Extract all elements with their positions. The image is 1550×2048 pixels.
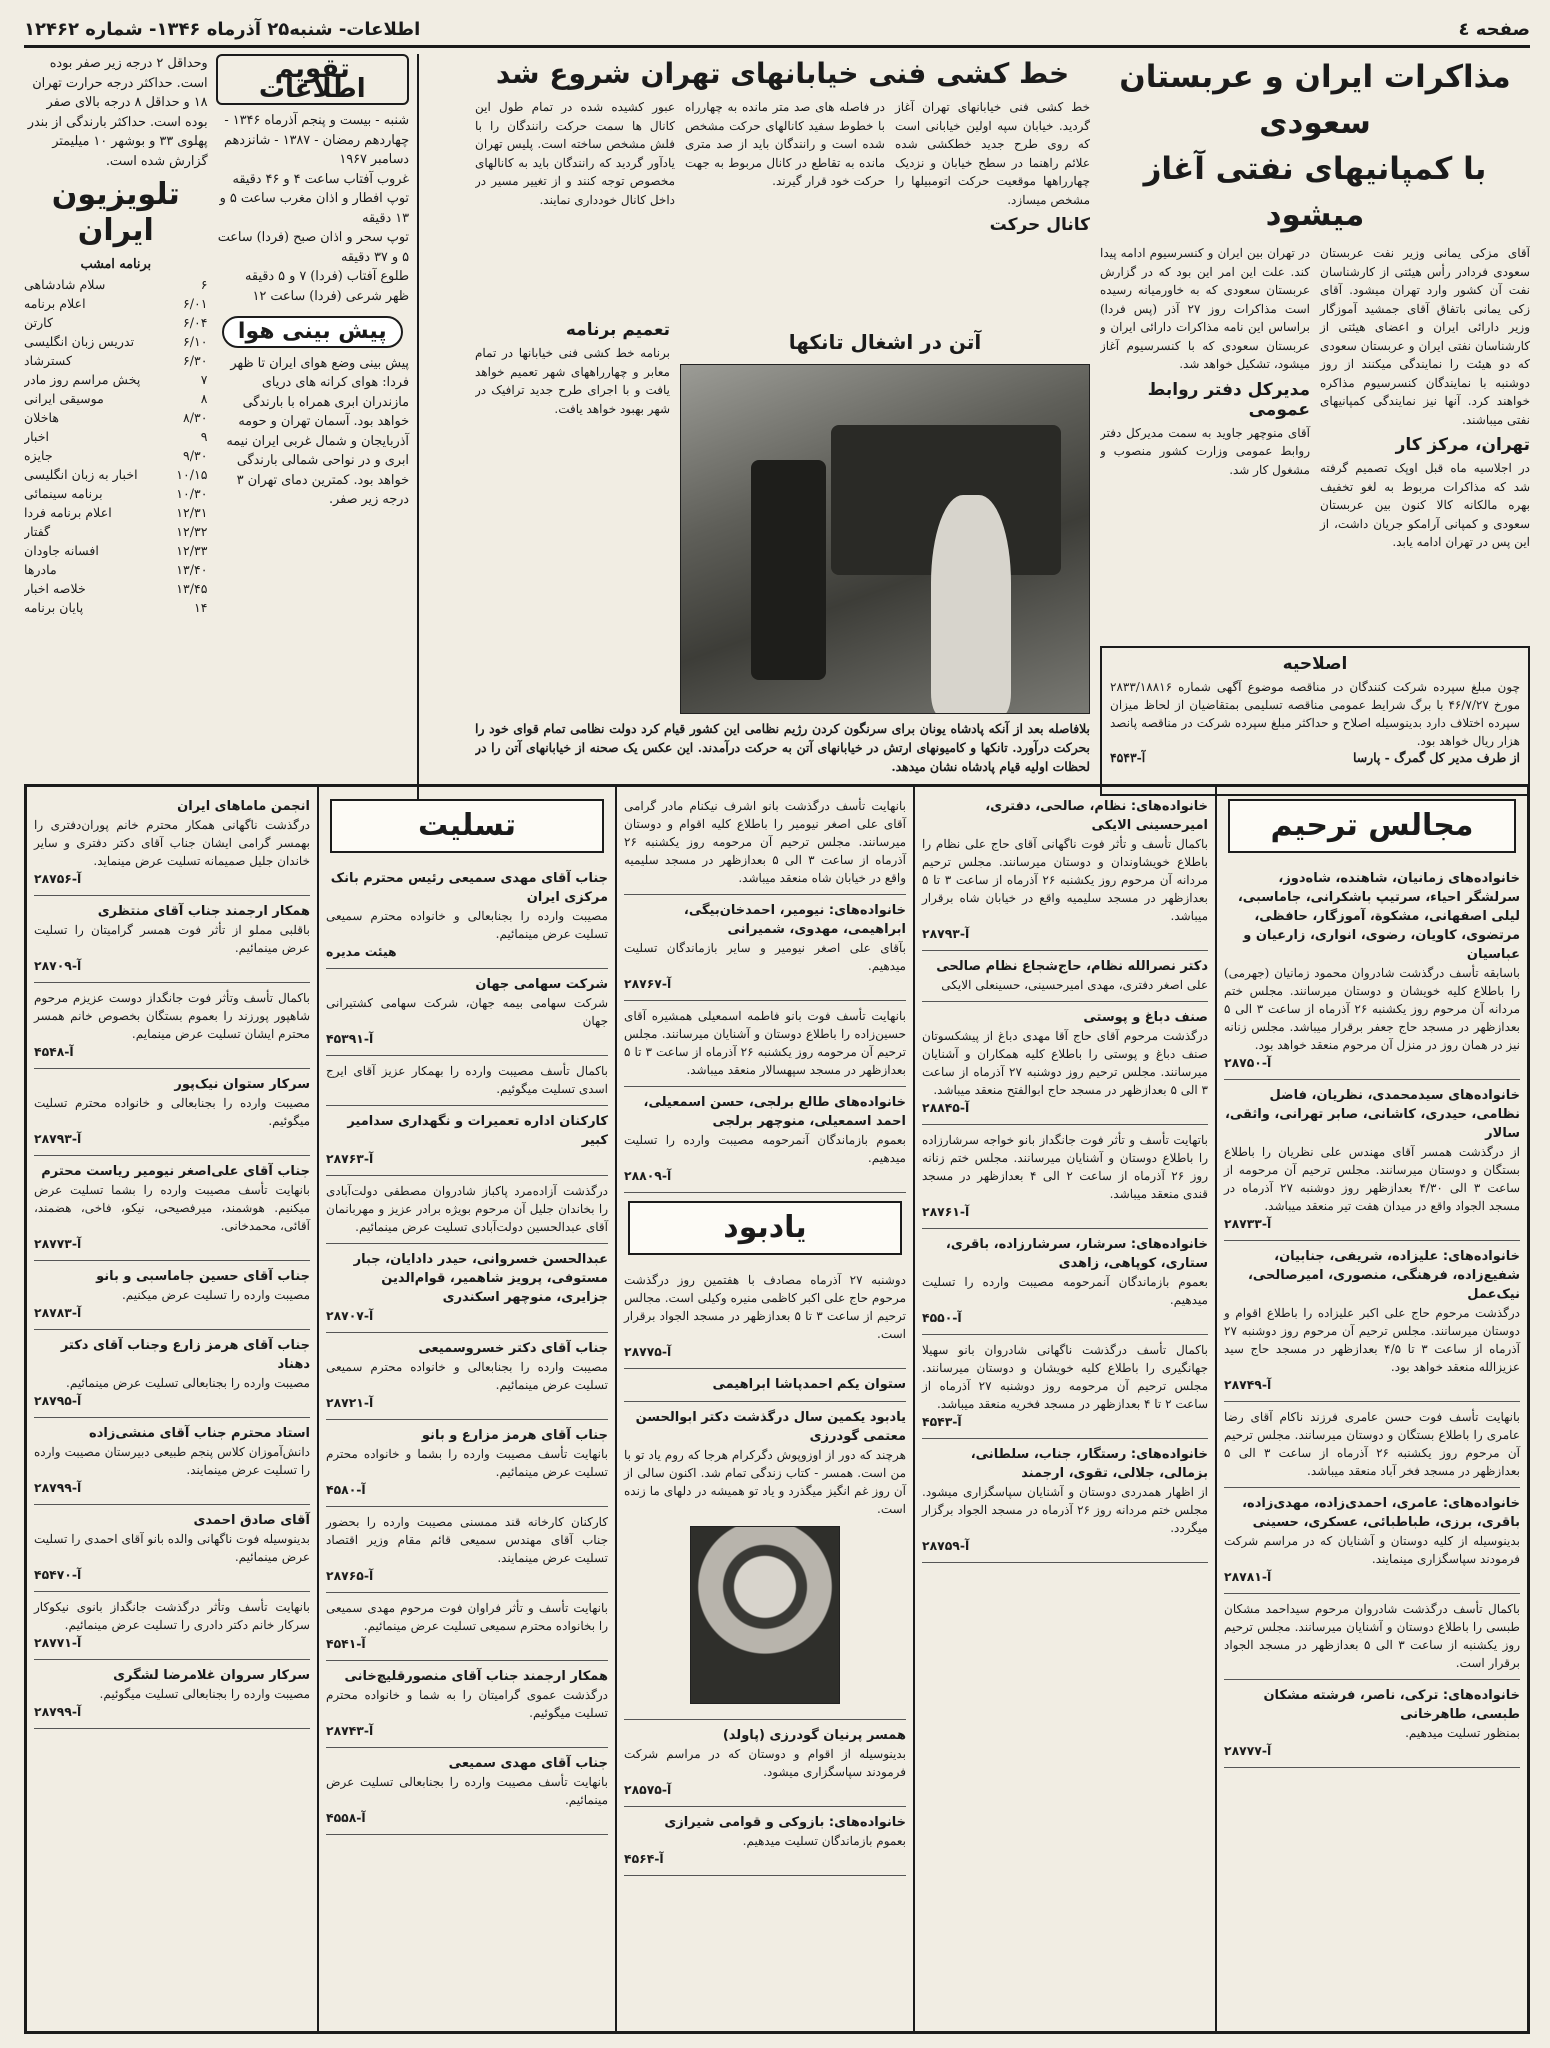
calendar-time-3: توپ سحر و اذان صبح (فردا) ساعت ۵ و ۳۷ دقیقه <box>217 230 409 265</box>
notice-item <box>624 1087 906 1193</box>
notice-title: استاد محترم جناب آقای منشی‌زاده <box>89 1426 310 1441</box>
notice-code: آ-۲۸۷۹۹ <box>34 1480 82 1495</box>
notice-item <box>34 896 310 983</box>
notice-body: دانش‌آموزان کلاس پنجم طبیعی دبیرستان مصیبت وارده را تسلیت عرض مینمایند. <box>34 1445 310 1477</box>
calendar-weather-report: وحداقل ۲ درجه زیر صفر بوده است. حداکثر درجه حرارت تهران ۱۸ و حداقل ۸ درجه بالای صفر بوده است. حداکثر بارندگی از بندر پهلوی ۳۳ و بوشهر ۱۰ میلیمتر گزارش شده است. <box>27 56 208 169</box>
tv-program-row <box>24 313 208 332</box>
notice-title: خانواده‌های: رستگار، جناب، سلطانی، بزمالی، جلالی، تقوی، ارجمند <box>970 1447 1208 1481</box>
notice-body: درگذشت ناگهانی همکار محترم خانم پوران‌دفتری را بهمسر گرامی ایشان جناب آقای دکتر دفتری و سایر خاندان جلیل صمیمانه تسلیت عرض مینماید. <box>34 818 310 868</box>
notice-item <box>624 1402 906 1720</box>
notice-body: بانهایت تأسف مصیبت وارده را بجنابعالی تسلیت عرض مینمائیم. <box>326 1775 608 1807</box>
program-title: برنامه سینمائی <box>24 485 103 501</box>
notice-code: آ-۲۸۷۴۳ <box>326 1723 374 1738</box>
tv-program-row <box>24 560 208 579</box>
notice-code: آ-۲۸۷۹۳ <box>922 926 970 941</box>
page-number: صفحه ٤ <box>1458 19 1530 40</box>
notice-title: خانواده‌های: سرشار، سرشارزاده، باقری، ستاری، کوپاهی، زاهدی <box>945 1237 1208 1271</box>
notice-item <box>34 1069 310 1156</box>
notice-item <box>624 895 906 1001</box>
tv-program-row <box>24 408 208 427</box>
notice-item <box>326 1244 608 1333</box>
correction-box <box>1100 646 1530 796</box>
notice-item <box>1224 1680 1520 1768</box>
tv-program-row <box>24 427 208 446</box>
sympathy-banner: تسلیت <box>330 799 604 853</box>
notice-code: آ-۲۸۷۵۶ <box>34 871 82 886</box>
program-time: ۱۳/۴۰ <box>176 561 208 577</box>
notice-title: جناب آقای علی‌اصغر نیومیر ریاست محترم <box>41 1164 310 1179</box>
notice-code: آ-۲۸۷۸۱ <box>1224 1569 1272 1584</box>
notice-body: شرکت سهامی بیمه جهان، شرکت سهامی کشتیرانی جهان <box>326 996 608 1028</box>
calendar-column <box>24 54 419 799</box>
notice-title: دکتر نصرالله نظام، حاج‌شجاع نظام صالحی <box>936 959 1208 974</box>
notice-item <box>1224 1080 1520 1241</box>
program-title: خلاصه اخبار <box>24 580 86 596</box>
notice-body: باتهایت تأسف و تأثر فوت جانگداز بانو خواجه سرشارزاده را باطلاع دوستان و آشنایان میرسانند. مجلس ختم زنانه روز ۲۶ آذرماه از ساعت ۲ الی ۴ بعدازظهر در مسجد قندی منعقد میباشد. <box>922 1133 1209 1201</box>
notice-code: آ-۲۸۷۶۱ <box>922 1204 970 1219</box>
notice-item <box>922 1439 1208 1563</box>
boy-figure <box>751 460 826 680</box>
tv-program-row <box>24 275 208 294</box>
notice-item <box>34 1261 310 1330</box>
calendar-logo: تقویم اطلاعات <box>216 54 409 105</box>
notice-code: آ-۲۸۷۳۳ <box>1224 1216 1272 1231</box>
notice-title: خانواده‌های طالع برلجی، حسن اسمعیلی، احمد اسمعیلی، منوچهر برلجی <box>643 1095 906 1129</box>
tv-program-row <box>24 522 208 541</box>
notice-code: آ-۴۵۴۳ <box>922 1414 962 1429</box>
notice-body: بمنظور تسلیت میدهیم. <box>1405 1726 1520 1740</box>
tv-program-title: برنامه امشب <box>80 257 152 272</box>
notice-body: بآقای علی اصغر نیومیر و سایر بازماندگان تسلیت میدهیم. <box>624 941 906 973</box>
notice-title: سرکار ستوان نیک‌پور <box>174 1077 310 1092</box>
condolence-banner: مجالس ترحیم <box>1228 799 1516 853</box>
program-title: سلام شادشاهی <box>24 276 106 292</box>
remembrance-block <box>624 1201 906 1255</box>
notice-title: خانواده‌های سیدمحمدی، نظریان، فاضل نظامی، حیدری، کاشانی، صابر تهرانی، واثقی، سالار <box>1224 1088 1520 1141</box>
notice-body: مصیبت وارده را بجنابعالی و خانواده محترم سمیعی تسلیت عرض مینمائیم. <box>326 1360 608 1392</box>
notice-title: خانواده‌های: علیزاده، شریفی، جنابیان، شفیع‌زاده، فرهنگی، منصوری، امیرصالحی، نیک‌عمل <box>1247 1249 1520 1302</box>
notice-title: جناب آقای هرمز مزارع و بانو <box>421 1428 608 1443</box>
correction-body: چون مبلغ سپرده شرکت کنندگان در مناقصه موضوع آگهی شماره ۲۸۳۳/۱۸۸۱۶ مورخ ۴۶/۷/۲۷ با برگ شرایط عمومی مناقصه تسلیمی بمتقاضیان از لحاظ میزان سپرده اختلاف دارد بدینوسیله اصلاح و حداکثر مبلغ سپرده شرکت در مناقصه پانصد هزار ریال خواهد بود. <box>1110 680 1520 748</box>
column-divider <box>317 787 319 2031</box>
notice-item <box>34 983 310 1069</box>
program-time: ۹ <box>200 428 208 444</box>
calendar-time-5: ظهر شرعی (فردا) ساعت ۱۲ <box>252 288 409 304</box>
calendar-date: شنبه - بیست و پنجم آذرماه ۱۳۴۶ - چهاردهم رمضان - ۱۳۸۷ - شانزدهم دسامبر ۱۹۶۷ <box>224 113 409 167</box>
newspaper-page <box>24 14 1530 2034</box>
notices-column-3 <box>617 787 913 2031</box>
notice-body: مصیبت وارده را بجنابعالی و خانواده محترم تسلیت میگوئیم. <box>34 1096 310 1128</box>
tanks-heading: آتن در اشغال تانکها <box>788 330 982 354</box>
notice-code: آ-۲۸۷۵۰ <box>1224 1055 1272 1070</box>
calendar-time-2: توپ افطار و اذان مغرب ساعت ۵ و ۱۳ دقیقه <box>219 191 409 226</box>
notice-code: آ-۲۸۷۷۳ <box>34 1236 82 1251</box>
tv-program-row <box>24 351 208 370</box>
program-title: کارتن <box>24 314 54 330</box>
notice-body: از درگذشت همسر آقای مهندس علی نظریان را باطلاع بستگان و دوستان میرسانند. مجلس ترحیم آن مرحومه از ساعت ۳ الی ۴/۳۰ بعدازظهر روز دوشنبه ۲۷ آذرماه در مسجد الجواد واقع در میدان هفت تیر منعقد میباشد. <box>1224 1145 1520 1213</box>
program-title: پخش مراسم روز مادر <box>24 371 141 387</box>
program-title: پایان برنامه <box>24 599 84 615</box>
notice-item <box>1224 1488 1520 1594</box>
weather-body: پیش بینی وضع هوای ایران تا ظهر فردا: هوای کرانه های دریای مازندران ابری همراه با بارندگی خواهد بود. آسمان تهران و حومه آذربایجان و شمال غربی ایران نیمه ابری و در نواحی شمالی بارندگی خواهد بود. کمترین دمای تهران ۳ درجه زیر صفر. <box>226 355 409 507</box>
notice-code: آ-۲۸۷۷۱ <box>34 1635 82 1650</box>
lane-headline: خط کشی فنی خیابانهای تهران شروع شد <box>495 57 1070 90</box>
notice-body: درگذشت عموی گرامیتان را به شما و خانواده محترم تسلیت میگوئیم. <box>326 1688 608 1720</box>
program-title: هاخلان <box>24 409 60 425</box>
notices-column-4 <box>319 787 615 2031</box>
calendar-left <box>24 54 208 617</box>
notice-item <box>922 1335 1208 1439</box>
notice-code: آ-۲۸۷۹۳ <box>34 1131 82 1146</box>
notice-item <box>922 951 1208 1002</box>
saudi-column-b <box>1100 244 1310 552</box>
notice-code: آ-۲۸۷۲۱ <box>326 1395 374 1410</box>
notice-title: همسر پرنیان گودرزی (پاولد) <box>722 1728 906 1743</box>
notice-body: مصیبت وارده را بجنابعالی و خانواده محترم سمیعی تسلیت عرض مینمائیم. <box>326 909 608 941</box>
column-divider <box>1215 787 1217 2031</box>
notice-title: جناب آقای هرمز زارع وجناب آقای دکتر دهناد <box>60 1338 310 1372</box>
notice-code: آ-۲۸۷۶۳ <box>326 1151 374 1166</box>
program-title: مادرها <box>24 561 57 577</box>
saudi-article <box>1100 54 1530 644</box>
notice-body: بعموم بازماندگان تسلیت میدهیم. <box>742 1834 906 1848</box>
lane-body-b: در فاصله های صد متر مانده به چهارراه با خطوط سفید کانالهای حرکت مشخص شده است و رانندگان باید از صد متری مانده به تقاطع در کانال مربوط به جهت حرکت خود قرار گیرند. <box>685 100 885 188</box>
notice-body: بدینوسیله فوت ناگهانی والده بانو آقای احمدی را تسلیت عرض مینمائیم. <box>34 1532 310 1564</box>
notice-body: بدینوسیله از کلیه دوستان و آشنایان که در مراسم شرکت فرمودند سپاسگزاری مینمایند. <box>1224 1534 1520 1566</box>
program-time: ۱۲/۳۱ <box>176 504 208 520</box>
notice-item <box>624 1001 906 1087</box>
notice-code: آ-۲۸۷۹۵ <box>34 1393 82 1408</box>
notice-body: باسابقه تأسف درگذشت شادروان محمود زمانیان (جهرمی) را باطلاع کلیه خویشان و دوستان میرسانند. مجلس ختم مردانه آن مرحوم روز یکشنبه ۲۶ آذرماه از ساعت ۳ الی ۵ بعدازظهر در مسجد حاج جعفر برقرار میباشد. مجلس زنانه نیز در همان روز در منزل آن مرحوم منعقد خواهد بود. <box>1224 966 1521 1052</box>
column-divider <box>913 787 915 2031</box>
top-section <box>24 54 1530 799</box>
notices-column-1 <box>1217 787 1527 2031</box>
tv-program-row <box>24 484 208 503</box>
notices-section <box>24 784 1530 2034</box>
notice-code: آ-۲۸۷۰۷ <box>326 1308 374 1323</box>
program-title: اخبار <box>24 428 50 444</box>
notice-body: بانهایت تأسف و تأثر فراوان فوت مرحوم مهدی سمیعی را بخانواده محترم سمیعی تسلیت عرض مینمائیم. <box>326 1601 608 1633</box>
tv-program-row <box>24 541 208 560</box>
notice-item <box>34 1660 310 1729</box>
tv-program-list <box>24 275 208 617</box>
tv-program-row <box>24 294 208 313</box>
notice-item <box>922 1125 1208 1229</box>
notice-body: باکمال تأسف وتأثر فوت جانگداز دوست عزیزم مرحوم شاهپور پورزند را بعموم بستگان بخصوص خانم همسر محترم ایشان تسلیت عرض مینمایم. <box>34 991 310 1041</box>
notice-item <box>34 1505 310 1592</box>
program-time: ۱۲/۳۲ <box>176 523 208 539</box>
notice-body: درگذشت مرحوم حاج علی اکبر علیزاده را باطلاع اقوام و دوستان میرسانند. مجلس ترحیم آن مرحوم روز دوشنبه ۲۷ آذرماه از ساعت ۳ تا ۴/۵ بعدازظهر در مسجد حاج سید عزیزالله منعقد خواهد بود. <box>1224 1306 1520 1374</box>
program-time: ۷ <box>200 371 208 387</box>
column-divider <box>615 787 617 2031</box>
notice-body: بدینوسیله از اقوام و دوستان که در مراسم شرکت فرمودند سپاسگزاری میشود. <box>624 1747 906 1779</box>
tv-logo: تلویزیون ایران <box>51 177 180 248</box>
notice-item <box>34 1592 310 1660</box>
notice-item <box>922 1229 1208 1335</box>
saudi-body-a: آقای مزکی یمانی وزیر نفت عربستان سعودی فردادر رأس هیئتی از کارشناسان نفت آن کشور وارد تهران میشود. آقای زکی یمانی باتفاق آقای جمشید آموزگار وزیر دارائی ایران و اعضای هیئتی از کارشناسان نفتی ایران و عربستان سعودی که دو هیئت را نمایندگی میکنند از روز دوشنبه با نمایندگان کنسرسیوم مذاکره خواهند کرد. آنها نیز نمایندگی کمپانیهای نفتی میباشند. <box>1320 246 1530 427</box>
notice-body: باقلبی مملو از تأثر فوت همسر گرامیتان را تسلیت عرض مینمائیم. <box>34 923 310 955</box>
program-time: ۱۴ <box>194 599 208 615</box>
tanks-caption: بلافاصله بعد از آنکه پادشاه یونان برای سرنگون کردن رژیم نظامی این کشور قیام کرد دولت نظامی تمام قوای خود را بحرکت درآورد. تانکها و کامیونهای ارتش در خیابانهای آتن به حرکت درآمدند. این عکس یک صحنه از خیابانهای آتن را در لحظات اولیه قیام پادشاه نشان میدهد. <box>475 721 1090 774</box>
notice-item <box>922 791 1208 951</box>
notice-body: هرچند که دور از اوزوپوش دگرکرام هرجا که روم یاد تو با من است. همسر - کتاب زندگی تمام شد. اکنون سالی از آن روز غم انگیز میگذرد و یاد تو همیشه در دلهای ما زنده است. <box>624 1448 906 1516</box>
program-time: ۹/۳۰ <box>183 447 208 463</box>
notice-code: آ-۲۸۷۶۷ <box>624 976 672 991</box>
program-title: جایزه <box>24 447 53 463</box>
program-title: موسیقی ایرانی <box>24 390 104 406</box>
program-title: افسانه جاودان <box>24 542 99 558</box>
tv-program-row <box>24 389 208 408</box>
notice-title: خانواده‌های: بازوکی و قوامی شیرازی <box>664 1815 906 1830</box>
program-time: ۶/۰۴ <box>183 314 208 330</box>
notice-body: بانهایت تأسف فوت حسن عامری فرزند ناکام آقای رضا عامری را باطلاع بستگان و دوستان میرسانند. مجلس ترحیم آن مرحوم روز یکشنبه ۲۶ آذرماه از ساعت ۳ الی ۵ بعدازظهر در مسجد فخر آباد منعقد میباشد. <box>1224 1410 1520 1478</box>
saudi-subhead-1: تهران، مرکز کار <box>1395 435 1530 455</box>
notice-body: بانهایت تأسف مصیبت وارده را بشما تسلیت عرض میکنیم. هوشمند، میرفصیحی، نیکو، فاخی، هضمند، آقائی، محمدخانی. <box>34 1183 310 1233</box>
notice-code: آ-۴۵۸۰ <box>326 1482 366 1497</box>
notice-body: باکمال تأسف درگذشت شادروان مرحوم سیداحمد مشکان طبسی را باطلاع دوستان و آشنایان میرسانند. مجلس ترحیم روز یکشنبه از ساعت ۳ الی ۵ بعدازظهر در مسجد الجواد برقرار است. <box>1224 1602 1521 1670</box>
lane-continuation <box>475 314 670 719</box>
notice-title: همکار ارجمند جناب آقای منصورقلیچ‌خانی <box>344 1669 608 1684</box>
notice-item <box>326 1507 608 1593</box>
notice-body: کارکنان کارخانه قند ممسنی مصیبت وارده را بحضور جناب آقای مهندس سمیعی قائم مقام وزیر اقتصاد تسلیت عرض مینمایند. <box>326 1515 608 1565</box>
program-time: ۶/۳۰ <box>183 352 208 368</box>
program-title: کسترشاد <box>24 352 72 368</box>
notice-item <box>34 1156 310 1261</box>
notice-body: بانهایت تأسف درگذشت بانو اشرف نیکنام مادر گرامی آقای علی اصغر نیومیر را باطلاع کلیه اقوام و دوستان میرسانند. مجلس ترحیم آن مرحومه روز یکشنبه ۲۶ آذرماه از ساعت ۳ الی ۵ بعدازظهر در مسجد سلیمیه واقع در خیابان شاه منعقد میباشد. <box>624 799 906 885</box>
notice-body: مصیبت وارده را بجنابعالی تسلیت میگوئیم. <box>99 1687 310 1701</box>
portrait-photo <box>690 1526 840 1704</box>
notice-code: آ-۲۸۸۴۵ <box>922 1100 970 1115</box>
notice-code: آ-۴۵۳۹۱ <box>326 1031 374 1046</box>
program-title: اعلام برنامه فردا <box>24 504 112 520</box>
program-time: ۶/۱۰ <box>183 333 208 349</box>
man-figure <box>931 495 1011 714</box>
notice-code: آ-۲۸۷۵۹ <box>922 1538 970 1553</box>
program-time: ۸/۳۰ <box>183 409 208 425</box>
notice-title: خانواده‌های: ترکی، ناصر، فرشته مشکان طبسی، طاهرخانی <box>1263 1688 1520 1722</box>
notice-code: آ-۴۵۵۰ <box>922 1310 962 1325</box>
notice-title: خانواده‌های: نظام، صالحی، دفتری، امیرحسینی الایکی <box>985 799 1208 833</box>
notice-title: جناب آقای دکتر خسروسمیعی <box>418 1341 608 1356</box>
notice-body: درگذشت آزاده‌مرد پاکباز شادروان مصطفی دولت‌آبادی را بخاندان جلیل آن مرحوم بویژه برادر عزیز و مهربانمان آقای عبدالحسین دولت‌آبادی تسلیت عرض مینمائیم. <box>326 1184 608 1234</box>
notice-title: خانواده‌های زمانیان، شاهنده، شاه‌دوز، سرلشگر احیاء، سرتیپ باشکرانی، جاماسبی، لیلی اصفهانی، مشکوة، آموزگار، حافظی، مرتضوی، کاویان، رضوی، انواری، زارعیان و عباسیان <box>1237 871 1520 962</box>
notice-title: خانواده‌های: عامری، احمدی‌زاده، مهدی‌زاده، باقری، برزی، طباطبائی، عسکری، حسینی <box>1242 1496 1520 1530</box>
tanks-photo <box>680 364 1090 714</box>
notice-code: آ-۲۸۷۷۵ <box>624 1344 672 1359</box>
notice-item <box>326 1333 608 1420</box>
notice-item <box>326 1420 608 1507</box>
notice-code: آ-۲۸۷۰۹ <box>34 958 82 973</box>
tanks-heading-box <box>680 324 1090 360</box>
notice-item <box>326 1661 608 1748</box>
notice-body: بعموم بازماندگان آنمرحومه مصیبت وارده را تسلیت میدهیم. <box>922 1275 1208 1307</box>
notice-title: صنف دباغ و پوستی <box>1083 1010 1208 1025</box>
notice-item <box>326 969 608 1056</box>
lane-subhead-1: کانال حرکت <box>989 215 1090 235</box>
notice-title: شرکت سهامی جهان <box>475 977 608 992</box>
correction-heading: اصلاحیه <box>1282 654 1348 674</box>
issue-line: اطلاعات- شنبه۲۵ آذرماه ۱۳۴۶- شماره ۱۲۴۶۲ <box>24 19 421 40</box>
notice-title: ستوان یکم احمدپاشا ابراهیمی <box>712 1377 906 1392</box>
notice-code: آ-۴۵۴۸ <box>34 1044 74 1059</box>
program-time: ۶ <box>200 276 208 292</box>
calendar-time-1: غروب آفتاب ساعت ۴ و ۴۶ دقیقه <box>232 171 409 187</box>
saudi-body-b: در تهران بین ایران و کنسرسیوم ادامه پیدا کند. علت این امر این بود که در گزارش عربستان سعودی که به خاورمیانه رسیده است مذاکرات روز ۲۷ آذر (پس فردا) براساس این نامه مذاکرات دارائی ایران و عربستان سعودی که با کنسرسیوم آغاز میشود، تشکیل خواهد شد. <box>1100 246 1310 371</box>
notice-item <box>1224 1402 1520 1488</box>
tv-program-row <box>24 465 208 484</box>
notice-body: باکمال تأسف مصیبت وارده را بهمکار عزیز آقای ایرج اسدی تسلیت میگوئیم. <box>326 1064 608 1096</box>
correction-code: آ-۴۵۴۳ <box>1110 750 1146 765</box>
notice-body: باکمال تأسف و تأثر فوت ناگهانی آقای حاج علی نظام را باطلاع خویشاوندان و دوستان میرسانند. مجلس ترحیم مردانه آن مرحوم روز یکشنبه ۲۶ آذرماه از ساعت ۳ تا ۵ بعدازظهر در مسجد سلیمیه واقع در خیابان شاه برقرار میباشد. <box>922 837 1209 923</box>
tv-program-row <box>24 370 208 389</box>
notice-item <box>1224 863 1520 1080</box>
notice-code: آ-۴۵۵۸ <box>326 1810 366 1825</box>
notice-title: جناب آقای حسین جاماسبی و بانو <box>96 1269 310 1284</box>
notice-title: سرکار سروان غلامرضا لشگری <box>113 1668 310 1683</box>
notice-body: بانهایت تأسف مصیبت وارده را بشما و خانواده محترم تسلیت عرض مینمائیم. <box>326 1447 608 1479</box>
notice-body: باکمال تأسف درگذشت ناگهانی شادروان بانو سهیلا جهانگیری را باطلاع کلیه خویشان و دوستان میرسانند. مجلس ترحیم آن مرحومه روز دوشنبه ۲۷ آذرماه از ساعت ۲ تا ۴ بعدازظهر در مسجد فخریه منعقد میباشد. <box>922 1343 1208 1411</box>
notice-body: از اظهار همدردی دوستان و آشنایان سپاسگزاری میشود. مجلس ختم مردانه روز ۲۶ آذرماه در مسجد الجواد برگزار میگردد. <box>922 1485 1208 1535</box>
lane-body-d: برنامه خط کشی فنی خیابانها در تمام معابر و چهارراههای شهر تعمیم خواهد یافت و با اجرای طرح جدید ترافیک در شهر بهبود خواهد یافت. <box>475 346 670 416</box>
notice-title: جناب آقای مهدی سمیعی رئیس محترم بانک مرکزی ایران <box>330 871 608 905</box>
notice-title: کارکنان اداره تعمیرات و نگهداری سدامیر کبیر <box>347 1114 608 1148</box>
program-title: اخبار به زبان انگلیسی <box>24 466 138 482</box>
saudi-body-c: در اجلاسیه ماه قبل اوپک تصمیم گرفته شد که مذاکرات مربوط به لغو تخفیف بهره مالکانه کالا کنون بین عربستان سعودی و کمپانی آرامکو جریان داشت، از این پس در تهران ادامه یابد. <box>1320 461 1530 549</box>
notice-item <box>624 1807 906 1876</box>
notice-item <box>326 863 608 969</box>
lane-body-c: عبور کشیده شده در تمام طول این کانال ها سمت حرکت رانندگان را با فلش مشخص ساخته است. پلیس تهران یادآور گردید که رانندگان باید به کانالهای مخصوص توجه کنند و از تغییر مسیر در داخل کانال خودداری نمایند. <box>475 100 675 207</box>
notices-column-5 <box>27 787 317 2031</box>
notice-code: هیئت مدیره <box>326 944 397 959</box>
notice-body: علی اصغر دفتری، مهدی امیرحسینی، حسینعلی الایکی <box>941 978 1208 992</box>
notice-item <box>34 1418 310 1505</box>
program-time: ۱۰/۱۵ <box>176 466 208 482</box>
notice-title: انجمن ماماهای ایران <box>177 799 310 814</box>
saudi-subhead-2: مدیرکل دفتر روابط عمومی <box>1147 379 1310 420</box>
notice-body: مصیبت وارده را بجنابعالی تسلیت عرض مینمائیم. <box>66 1376 310 1390</box>
program-time: ۱۳/۴۵ <box>176 580 208 596</box>
notice-title: عبدالحسن خسروانی، حیدر دادایان، جبار مستوفی، پرویز شاهمیر، قوام‌الدین جزایری، منوچهر اسکندری <box>353 1252 608 1305</box>
notice-code: آ-۲۸۷۷۷ <box>1224 1743 1272 1758</box>
notice-item <box>922 1002 1208 1125</box>
program-title: اعلام برنامه <box>24 295 86 311</box>
notice-item <box>326 1593 608 1661</box>
correction-signature: از طرف مدیر کل گمرگ - پارسا <box>1352 750 1520 765</box>
notice-item <box>34 1330 310 1418</box>
notice-body: بعموم بازماندگان آنمرحومه مصیبت وارده را تسلیت میدهیم. <box>624 1133 906 1165</box>
notice-code: آ-۴۵۴۱ <box>326 1636 366 1651</box>
notice-code: آ-۴۵۶۴ <box>624 1851 664 1866</box>
saudi-column-a <box>1320 244 1530 552</box>
notice-item <box>624 1265 906 1369</box>
tv-program-row <box>24 503 208 522</box>
notice-item <box>624 791 906 895</box>
notice-item <box>624 1369 906 1402</box>
notices-column-2 <box>915 787 1215 2031</box>
notice-title: جناب آقای مهدی سمیعی <box>448 1756 608 1771</box>
remembrance-banner: یادبود <box>628 1201 902 1255</box>
program-time: ۶/۰۱ <box>183 295 208 311</box>
lane-subhead-2: تعمیم برنامه <box>565 320 670 340</box>
tv-program-row <box>24 579 208 598</box>
notice-item <box>624 1720 906 1807</box>
calendar-right <box>216 54 409 617</box>
lane-body-a: خط کشی فنی خیابانهای تهران آغاز گردید. خیابان سپه اولین خیابانی است که روی طرح جدید خطکشی شده علائم راهنما در سطح خیابان و نزدیک چهارراهها موقعیت حرکت اتومبیلها را مشخص میسازد. <box>895 100 1090 207</box>
calendar-time-4: طلوع آفتاب (فردا) ۷ و ۵ دقیقه <box>245 269 409 284</box>
notice-item <box>1224 1241 1520 1402</box>
program-title: تدریس زبان انگلیسی <box>24 333 135 349</box>
notice-body: بانهایت تأسف فوت بانو فاطمه اسمعیلی همشیره آقای حسین‌زاده را باطلاع دوستان و آشنایان میرسانند. مجلس ترحیم آن مرحومه روز یکشنبه ۲۶ آذرماه از ساعت ۳ تا ۵ بعدازظهر در مسجد سپهسالار منعقد میباشد. <box>624 1009 907 1077</box>
notice-item <box>1224 1594 1520 1680</box>
page-header <box>24 14 1530 48</box>
notice-code: آ-۲۸۷۶۵ <box>326 1568 374 1583</box>
program-time: ۸ <box>200 390 208 406</box>
notice-title: یادبود یکمین سال درگذشت دکتر ابوالحسن معتمی گودرزی <box>635 1410 906 1444</box>
tv-program-row <box>24 332 208 351</box>
saudi-headline-1: مذاکرات ایران و عربستان سعودی <box>1119 59 1511 141</box>
notice-code: آ-۲۸۵۷۵ <box>624 1782 672 1797</box>
notice-item <box>326 1748 608 1835</box>
notice-code: آ-۲۸۷۴۹ <box>1224 1377 1272 1392</box>
program-time: ۱۲/۳۳ <box>176 542 208 558</box>
notice-body: بانهایت تأسف وتأثر درگذشت جانگداز بانوی نیکوکار سرکار خانم دکتر دادری را تسلیت عرض مینمائیم. <box>34 1600 310 1632</box>
notice-body: دوشنبه ۲۷ آذرماه مصادف با هفتمین روز درگذشت مرحوم حاج علی اکبر کاظمی منیره وکیلی است. مجالس ترحیم از ساعت ۳ تا ۵ بعدازظهر در مسجد الجواد برقرار است. <box>624 1273 907 1341</box>
notice-code: آ-۲۸۸۰۹ <box>624 1168 672 1183</box>
notice-item <box>326 1106 608 1176</box>
saudi-body-d: آقای منوچهر جاوید به سمت مدیرکل دفتر روابط عمومی وزارت کشور منصوب و مشغول کار شد. <box>1100 425 1310 477</box>
notice-item <box>34 791 310 896</box>
notice-code: آ-۲۸۷۸۳ <box>34 1305 82 1320</box>
saudi-headline-2: با کمپانیهای نفتی آغاز میشود <box>1143 151 1487 233</box>
notice-item <box>326 1056 608 1106</box>
notice-item <box>326 1176 608 1244</box>
lane-article <box>475 54 1090 314</box>
tv-program-row <box>24 446 208 465</box>
notice-code: آ-۴۵۴۷۰ <box>34 1567 82 1582</box>
notice-body: درگذشت مرحوم آقای حاج آقا مهدی دباغ از پیشکسوتان صنف دباغ و پوستی را باطلاع کلیه همکاران و آشنایان میرسانند. مجلس ترحیم روز دوشنبه ۲۷ آذرماه از ساعت ۳ الی ۵ بعدازظهر در مسجد حاج ابوالفتح منعقد میباشد. <box>922 1029 1208 1097</box>
notice-title: خانواده‌های: نیومیر، احمدخان‌بیگی، ابراهیمی، مهدوی، شمیرانی <box>683 903 906 937</box>
program-title: گفتار <box>24 523 51 539</box>
program-time: ۱۰/۳۰ <box>176 485 208 501</box>
tv-program-row <box>24 598 208 617</box>
weather-logo: پیش بینی هوا <box>222 316 403 348</box>
notice-body: مصیبت وارده را تسلیت عرض میکنیم. <box>121 1288 310 1302</box>
notice-title: آقای صادق احمدی <box>193 1513 310 1528</box>
notice-title: همکار ارجمند جناب آقای منتظری <box>97 904 310 919</box>
notice-code: آ-۲۸۷۹۹ <box>34 1704 82 1719</box>
